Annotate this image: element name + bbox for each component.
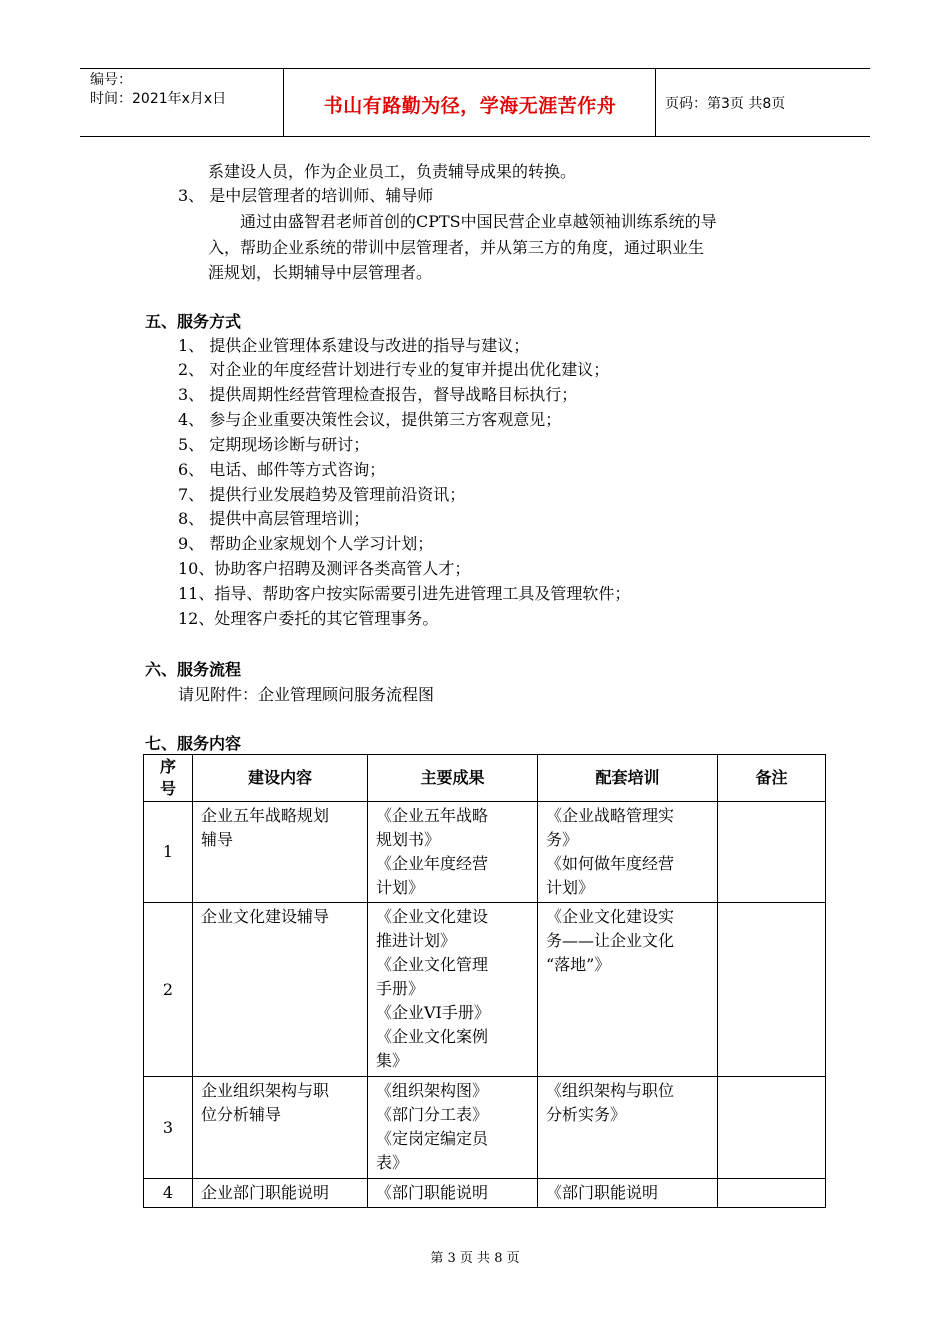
cell-line: 计划》 <box>376 878 425 897</box>
cell-line: 规划书》 <box>376 830 441 849</box>
cell-line: 《组织架构与职位 <box>546 1081 675 1100</box>
table-row <box>144 1077 826 1179</box>
cell-line: 企业文化建设辅导 <box>201 907 330 926</box>
header-seq-line: 序 <box>159 757 176 776</box>
list-item: 7、 提供行业发展趋势及管理前沿资讯； <box>178 485 466 504</box>
page-footer: 第 3 页 共 8 页 <box>430 1251 520 1266</box>
cell-seq: 1 <box>144 802 193 903</box>
service-process-text: 请见附件：企业管理顾问服务流程图 <box>178 685 435 704</box>
list-item: 5、 定期现场诊断与研讨； <box>178 435 370 454</box>
header-seq <box>144 755 193 802</box>
cell-result <box>368 903 538 1077</box>
table-row <box>144 1179 826 1208</box>
cell-line: 《企业五年战略 <box>376 806 489 825</box>
cell-line: 《企业年度经营 <box>376 854 489 873</box>
cell-line: 《定岗定编定员 <box>376 1129 489 1148</box>
table-row <box>144 903 826 1077</box>
intro-paragraph-line: 涯规划，长期辅导中层管理者。 <box>208 263 433 282</box>
cell-line: 企业部门职能说明 <box>201 1183 330 1202</box>
cell-result <box>368 1077 538 1179</box>
list-item: 6、 电话、邮件等方式咨询； <box>178 460 386 479</box>
header-result: 主要成果 <box>368 755 538 802</box>
section-heading-service-method: 五、服务方式 <box>145 312 242 331</box>
intro-paragraph-line: 通过由盛智君老师首创的CPTS中国民营企业卓越领袖训练系统的导 <box>240 212 717 231</box>
cell-line: 手册》 <box>376 979 425 998</box>
header-seq-line: 号 <box>159 779 176 798</box>
cell-line: 计划》 <box>546 878 595 897</box>
page-header <box>80 68 870 137</box>
list-item: 9、 帮助企业家规划个人学习计划； <box>178 534 434 553</box>
cell-line: 《企业文化案例 <box>376 1027 489 1046</box>
cell-line: 《企业文化建设实 <box>546 907 675 926</box>
cell-content <box>193 802 368 903</box>
cell-content <box>193 903 368 1077</box>
cell-line: 《企业文化管理 <box>376 955 489 974</box>
cell-line: 辅导 <box>201 830 234 849</box>
cell-training <box>538 1077 718 1179</box>
header-training: 配套培训 <box>538 755 718 802</box>
list-item: 10、协助客户招聘及测评各类高管人才； <box>178 559 471 578</box>
intro-item3-title: 3、 是中层管理者的培训师、辅导师 <box>178 186 434 205</box>
cell-training <box>538 802 718 903</box>
cell-seq: 4 <box>144 1179 193 1208</box>
cell-line: 《如何做年度经营 <box>546 854 675 873</box>
list-item: 8、 提供中高层管理培训； <box>178 509 370 528</box>
document-number-label: 编号： <box>90 72 132 88</box>
cell-line: 位分析辅导 <box>201 1105 282 1124</box>
list-item: 12、处理客户委托的其它管理事务。 <box>178 609 439 628</box>
cell-line: 企业组织架构与职 <box>201 1081 330 1100</box>
cell-note <box>718 1179 826 1208</box>
list-item: 11、指导、帮助客户按实际需要引进先进管理工具及管理软件； <box>178 584 631 603</box>
cell-line: 《企业文化建设 <box>376 907 489 926</box>
cell-line: 《组织架构图》 <box>376 1081 489 1100</box>
header-page-number: 页码：第3页 共8页 <box>665 96 786 112</box>
cell-note <box>718 1077 826 1179</box>
cell-line: 务》 <box>546 830 579 849</box>
header-content: 建设内容 <box>193 755 368 802</box>
section-heading-service-content: 七、服务内容 <box>145 734 242 753</box>
cell-line: 《部门分工表》 <box>376 1105 489 1124</box>
cell-result <box>368 802 538 903</box>
cell-note <box>718 802 826 903</box>
cell-line: 《企业战略管理实 <box>546 806 675 825</box>
cell-result <box>368 1179 538 1208</box>
cell-line: 分析实务》 <box>546 1105 627 1124</box>
intro-line: 系建设人员，作为企业员工，负责辅导成果的转换。 <box>208 162 577 181</box>
list-item: 1、 提供企业管理体系建设与改进的指导与建议； <box>178 336 530 355</box>
cell-line: 务——让企业文化 <box>546 931 675 950</box>
header-meta <box>90 71 280 109</box>
service-content-table <box>143 754 826 1208</box>
list-item: 4、 参与企业重要决策性会议，提供第三方客观意见； <box>178 410 562 429</box>
header-divider-right <box>655 69 656 136</box>
cell-note <box>718 903 826 1077</box>
cell-line: 表》 <box>376 1153 409 1172</box>
list-item: 3、 提供周期性经营管理检查报告，督导战略目标执行； <box>178 385 578 404</box>
table-header-row <box>144 755 826 802</box>
cell-content <box>193 1077 368 1179</box>
section-heading-service-process: 六、服务流程 <box>145 660 242 679</box>
cell-training <box>538 1179 718 1208</box>
cell-line: 《部门职能说明 <box>376 1183 489 1202</box>
intro-paragraph-line: 入，帮助企业系统的带训中层管理者，并从第三方的角度，通过职业生 <box>208 238 705 257</box>
cell-seq: 2 <box>144 903 193 1077</box>
cell-training <box>538 903 718 1077</box>
header-note: 备注 <box>718 755 826 802</box>
cell-seq: 3 <box>144 1077 193 1179</box>
document-date-label: 时间：2021年x月x日 <box>90 91 227 107</box>
list-item: 2、 对企业的年度经营计划进行专业的复审并提出优化建议； <box>178 360 610 379</box>
header-motto: 书山有路勤为径，学海无涯苦作舟 <box>323 95 617 117</box>
cell-line: 《企业VI手册》 <box>376 1003 490 1022</box>
cell-line: 《部门职能说明 <box>546 1183 659 1202</box>
cell-line: 集》 <box>376 1051 409 1070</box>
cell-line: “落地”》 <box>546 955 611 974</box>
table-row <box>144 802 826 903</box>
cell-line: 企业五年战略规划 <box>201 806 330 825</box>
cell-line: 推进计划》 <box>376 931 457 950</box>
cell-content <box>193 1179 368 1208</box>
header-divider-left <box>283 69 284 136</box>
